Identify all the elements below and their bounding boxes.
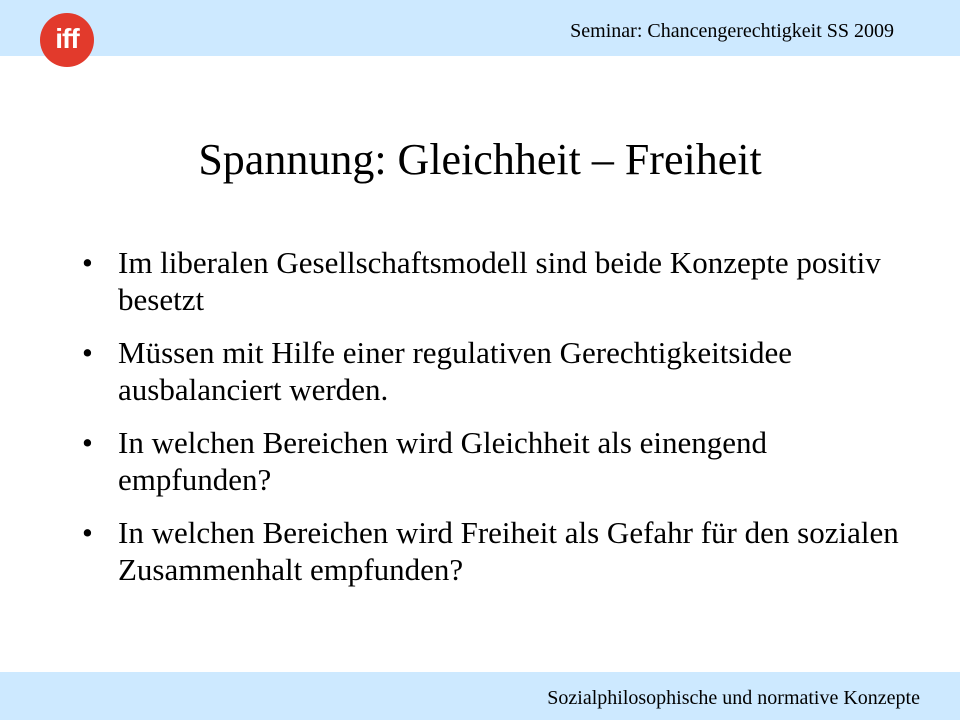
bullet-item: [82, 244, 902, 318]
footer-title: Sozialphilosophische und normative Konzepte: [547, 687, 920, 709]
bullet-item: [82, 334, 902, 408]
bullet-dot: •: [82, 425, 93, 460]
iff-logo: [40, 13, 94, 67]
slide-title: Spannung: Gleichheit – Freiheit: [198, 135, 762, 184]
footer-bar: [0, 672, 960, 720]
header-title: Seminar: Chancengerechtigkeit SS 2009: [570, 20, 894, 42]
bullet-text: Müssen mit Hilfe einer regulativen Gerechtigkeitsidee ausbalanciert werden.: [118, 335, 793, 407]
bullet-item: [82, 424, 902, 498]
bullet-dot: •: [82, 245, 93, 280]
bullet-text: In welchen Bereichen wird Gleichheit als einengend empfunden?: [118, 425, 768, 497]
bullet-dot: •: [82, 515, 93, 550]
bullet-text: In welchen Bereichen wird Freiheit als Gefahr für den sozialen Zusammenhalt empfunden?: [118, 515, 899, 587]
header-bar: [0, 0, 960, 56]
bullet-text: Im liberalen Gesellschaftsmodell sind beide Konzepte positiv besetzt: [118, 245, 881, 317]
logo-text: iff: [55, 22, 79, 54]
bullet-item: [82, 514, 902, 588]
bullet-list: [82, 244, 902, 604]
bullet-dot: •: [82, 335, 93, 370]
